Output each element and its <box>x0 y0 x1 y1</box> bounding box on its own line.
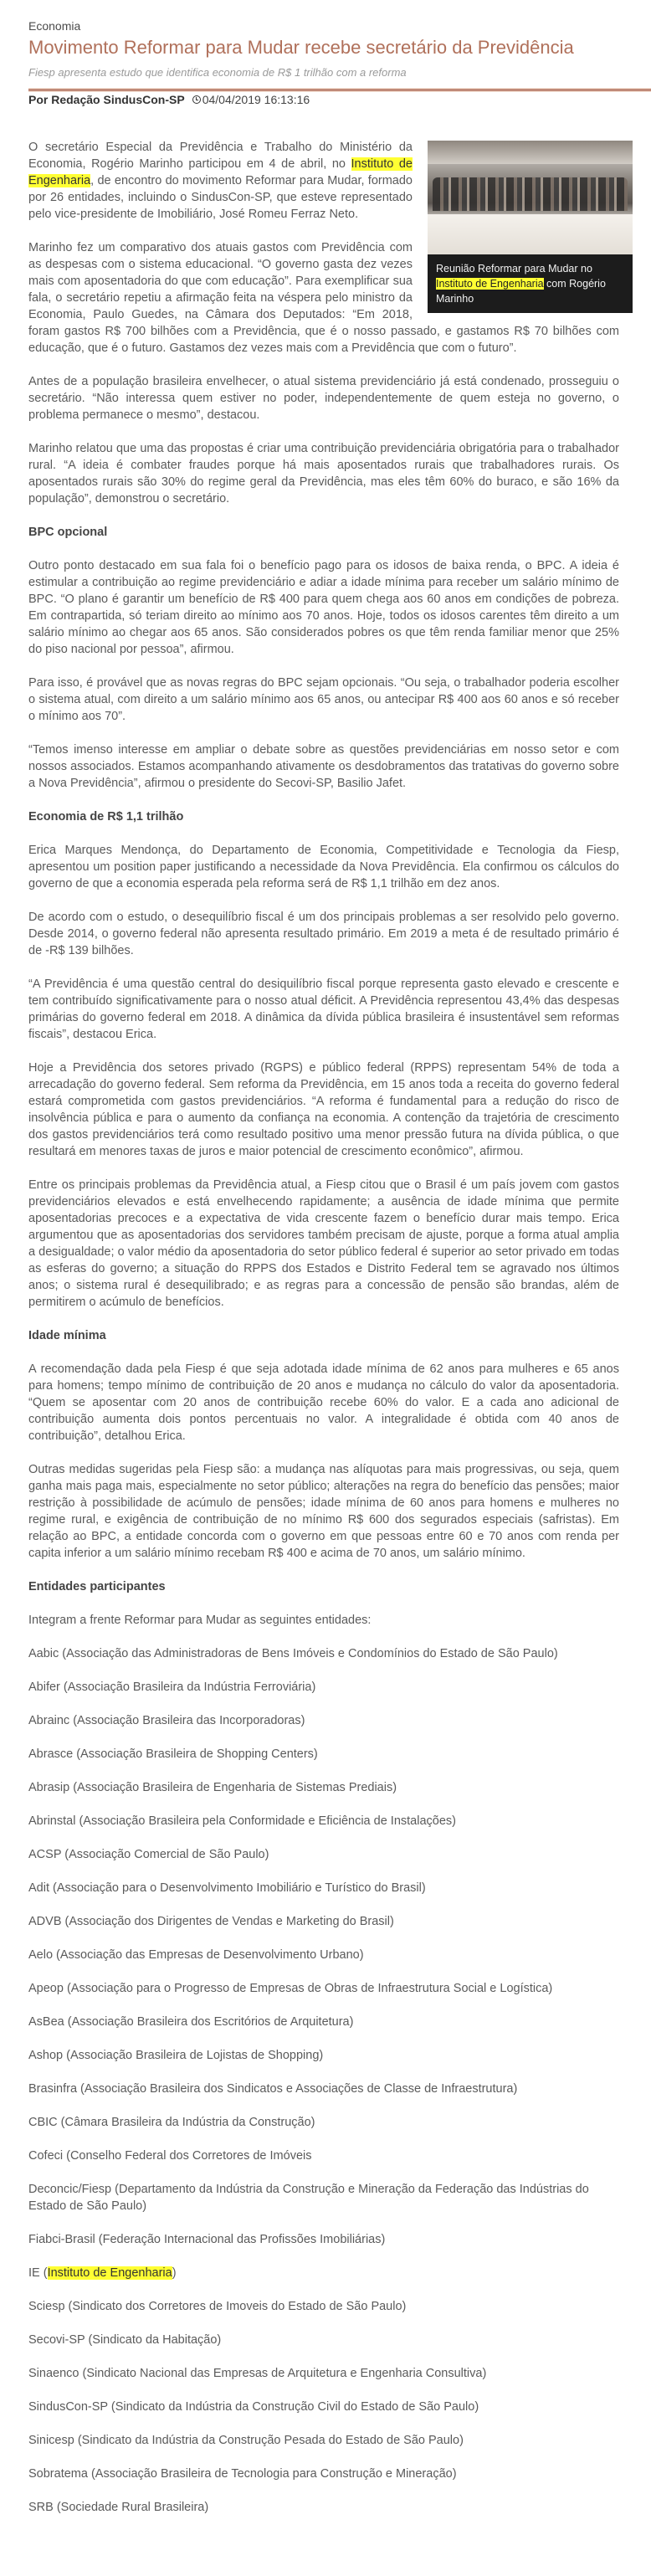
caption-highlight-link[interactable]: Instituto de Engenharia <box>436 278 544 290</box>
caption-text-end: com Rogério Marinho <box>436 278 606 305</box>
entity-item: Sinicesp (Sindicato da Indústria da Construção Pesada do Estado de São Paulo) <box>28 2434 464 2447</box>
article-figure <box>428 141 633 313</box>
section-heading-economia: Economia de R$ 1,1 trilhão <box>28 810 184 824</box>
entity-item: Apeop (Associação para o Progresso de Empresas de Obras de Infraestrutura Social e Logística) <box>28 1982 553 1995</box>
publish-datetime: 04/04/2019 16:13:16 <box>202 93 310 106</box>
paragraph: Para isso, é provável que as novas regras do BPC sejam opcionais. “Ou seja, o trabalhador poderia escolher o sistema atual, com direito a um salário mínimo aos 65 anos, ou antecipar R$ 400 aos 60 anos e só receber o mínimo aos 70”. <box>28 676 619 723</box>
entity-item: Abifer (Associação Brasileira da Indústria Ferroviária) <box>28 1681 316 1694</box>
entity-item: ACSP (Associação Comercial de São Paulo) <box>28 1848 269 1861</box>
entity-item: SRB (Sociedade Rural Brasileira) <box>28 2501 209 2514</box>
paragraph: Erica Marques Mendonça, do Departamento de Economia, Competitividade e Tecnologia da Fiesp, apresentou um position paper justificando a necessidade da Nova Previdência. Ela confirmou os cálculos do governo de que a economia esperada pela reforma será de R$ 1,1 trilhão em dez anos. <box>28 844 619 890</box>
entity-item: Sciesp (Sindicato dos Corretores de Imoveis do Estado de São Paulo) <box>28 2300 407 2313</box>
article-body <box>28 139 619 2516</box>
photo-table <box>428 214 633 254</box>
photo-ceiling <box>428 141 633 164</box>
paragraph-text: , de encontro do movimento Reformar para Mudar, formado por 26 entidades, incluindo o SindusCon-SP, que esteve representado pelo vice-presidente de Imobiliário, José Romeu Ferraz Neto. <box>28 174 413 221</box>
entity-item: Sinaenco (Sindicato Nacional das Empresas de Arquitetura e Engenharia Consultiva) <box>28 2367 487 2380</box>
entity-item: ADVB (Associação dos Dirigentes de Vendas e Marketing do Brasil) <box>28 1915 394 1928</box>
entity-item: AsBea (Associação Brasileira dos Escritórios de Arquitetura) <box>28 2015 354 2029</box>
entity-item: Aabic (Associação das Administradoras de Bens Imóveis e Condomínios do Estado de São Paulo) <box>28 1647 558 1660</box>
caption-text: Reunião Reformar para Mudar no <box>436 263 592 275</box>
entity-item: Brasinfra (Associação Brasileira dos Sindicatos e Associações de Classe de Infraestrutura) <box>28 2082 518 2096</box>
entity-item: CBIC (Câmara Brasileira da Indústria da Construção) <box>28 2116 315 2129</box>
entity-item: Abrasip (Associação Brasileira de Engenharia de Sistemas Prediais) <box>28 1781 397 1794</box>
photo-people <box>433 177 628 211</box>
clock-icon <box>192 95 201 104</box>
paragraph: Hoje a Previdência dos setores privado (RGPS) e público federal (RPPS) representam 54% de toda a arrecadação do governo federal. Sem reforma da Previdência, em 15 anos toda a receita do governo federal estará comprometida com gastos previdenciários. “A reforma é fundamental para a redução do risco de insolvência pública e para o aumento da confiança na economia. A contenção da trajetória de crescimento dos gastos previdenciários terá como resultado positivo uma menor pressão futura na dívida pública, o que resultará em menores taxas de juros e maior potencial de crescimento econômico”, afirmou. <box>28 1061 619 1158</box>
paragraph: Integram a frente Reformar para Mudar as seguintes entidades: <box>28 1614 372 1627</box>
paragraph: “Temos imenso interesse em ampliar o debate sobre as questões previdenciárias em nosso setor e com nossos associados. Estamos acompanhando ativamente os desdobramentos das tratativas do governo sobre a Nova Previdência”, afirmou o presidente do Secovi-SP, Basilio Jafet. <box>28 743 619 790</box>
entity-item: Aelo (Associação das Empresas de Desenvolvimento Urbano) <box>28 1948 364 1962</box>
meeting-photo[interactable] <box>428 141 633 254</box>
entities-list <box>28 1645 619 2516</box>
paragraph: Marinho relatou que uma das propostas é criar uma contribuição previdenciária obrigatória para o trabalhador rural. “A ideia é combater fraudes porque há mais aposentados rurais que trabalhadores rurais. Os aposentados rurais são 30% do regime geral da Previdência, mas eles têm 60% do buraco, e são 16% da população”, demonstrou o secretário. <box>28 442 619 505</box>
highlight-link[interactable]: Instituto de Engenharia <box>28 157 413 187</box>
entity-item: SindusCon-SP (Sindicato da Indústria da Construção Civil do Estado de São Paulo) <box>28 2400 479 2414</box>
paragraph: “A Previdência é uma questão central do desiquilíbrio fiscal porque representa gasto elevado e crescente e tem contribuído significativamente para o nosso atual déficit. A Previdência representou 43,4% das despesas primárias do governo federal em 2018. A dinâmica da dívida pública brasileira é insustentável sem reformas fiscais”, destacou Erica. <box>28 978 619 1041</box>
photo-caption <box>428 254 633 313</box>
paragraph: Outras medidas sugeridas pela Fiesp são: a mudança nas alíquotas para mais progressivas, ou seja, quem ganha mais paga mais, especialmente no setor público; alterações na regra do benefício das pensões; maior restrição à possibilidade de acúmulo de pensões; idade mínima de 60 anos para homens e mulheres no regime rural, e exigência de contribuição de no mínimo R$ 600 dos segurados especiais (safristas). Em relação ao BPC, a entidade concorda com o governo em que pessoas entre 60 e 70 anos com renda per capita inferior a um salário mínimo recebam R$ 400 e acima de 70 anos, um salário mínimo. <box>28 1463 619 1560</box>
entity-item: Abrainc (Associação Brasileira das Incorporadoras) <box>28 1714 305 1727</box>
entity-item-ie <box>28 2265 619 2281</box>
section-heading-entidades: Entidades participantes <box>28 1580 166 1593</box>
category-label[interactable]: Economia <box>28 19 81 33</box>
paragraph-text: O secretário Especial da Previdência e Trabalho do Ministério da Economia, Rogério Marinho participou em 4 de abril, no <box>28 141 413 171</box>
entity-item: Abrinstal (Associação Brasileira pela Conformidade e Eficiência de Instalações) <box>28 1814 456 1828</box>
header-divider <box>28 89 651 91</box>
entity-item: Cofeci (Conselho Federal dos Corretores de Imóveis <box>28 2149 312 2163</box>
entity-item: Abrasce (Associação Brasileira de Shopping Centers) <box>28 1747 318 1761</box>
entity-text: ) <box>172 2266 177 2280</box>
entity-highlight-link[interactable]: Instituto de Engenharia <box>47 2266 172 2280</box>
author-name: Por Redação SindusCon-SP <box>28 93 185 106</box>
paragraph: De acordo com o estudo, o desequilíbrio fiscal é um dos principais problemas a ser resolvido pelo governo. Desde 2014, o governo federal não apresenta resultado primário. Em 2019 a meta é de resultado primário é de -R$ 139 bilhões. <box>28 911 619 957</box>
paragraph: Marinho fez um comparativo dos atuais gastos com Previdência com as despesas com o sistema educacional. “O governo gasta dez vezes mais com aposentadoria do que com educação”. Para exemplificar sua fala, o secretário repetiu a afirmação feita na véspera pelo ministro da Economia, Paulo Guedes, na Câmara dos Deputados: “Em 2018, foram gastos R$ 700 bilhões com a Previdência, que é o nosso passado, e gastamos R$ 70 bilhões com educação, que é o futuro. Gastamos dez vezes mais com a Previdência que com o futuro”. <box>28 241 619 355</box>
entity-item: Deconcic/Fiesp (Departamento da Indústria da Construção e Mineração da Federação das Indústrias do Estado de São Paulo) <box>28 2183 589 2213</box>
entity-item: Ashop (Associação Brasileira de Lojistas de Shopping) <box>28 2049 324 2062</box>
paragraph: Outro ponto destacado em sua fala foi o benefício pago para os idosos de baixa renda, o BPC. A ideia é estimular a contribuição ao regime previdenciário e adiar a idade mínima para receber um salário mínimo de BPC. “O plano é garantir um benefício de R$ 400 para quem chega aos 60 anos em condições de pobreza. Em contrapartida, só teriam direito ao mínimo aos 70 anos. Hoje, todos os idosos carentes têm direito a um salário mínimo ao chegar aos 65 anos. São considerados pobres os que têm renda familiar menor que 25% do piso nacional por pessoa”, afirmou. <box>28 559 619 656</box>
paragraph: Antes de a população brasileira envelhecer, o atual sistema previdenciário já está condenado, prosseguiu o secretário. “Não interessa quem estiver no poder, independentemente de quem esteja no governo, o problema permanece o mesmo”, destacou. <box>28 375 619 422</box>
paragraph: A recomendação dada pela Fiesp é que seja adotada idade mínima de 62 anos para mulheres e 65 anos para homens; tempo mínimo de contribuição de 20 anos e mudança no cálculo do valor da aposentadoria. “Quem se aposentar com 20 anos de contribuição recebe 60% do valor. E a cada ano adicional de contribuição aumenta dois pontos percentuais no valor. A integralidade é obtida com 40 anos de contribuição”, detalhou Erica. <box>28 1362 619 1443</box>
page-title: Movimento Reformar para Mudar recebe secretário da Previdência <box>28 37 574 58</box>
article-subtitle: Fiesp apresenta estudo que identifica economia de R$ 1 trilhão com a reforma <box>28 66 407 79</box>
entity-item: Sobratema (Associação Brasileira de Tecnologia para Construção e Mineração) <box>28 2467 457 2481</box>
paragraph: Entre os principais problemas da Previdência atual, a Fiesp citou que o Brasil é um país jovem com gastos previdenciários elevados e está envelhecendo rapidamente; a ausência de idade mínima que permite aposentadorias precoces e a expectativa de vida crescente fazem o benefício durar mais tempo. Erica argumentou que as aposentadorias dos servidores também precisam de ajuste, porque a forma atual amplia a desigualdade; o valor médio da aposentadoria do setor público federal é superior ao setor privado em todas as esferas do governo; a situação do RPPS dos Estados e Distrito Federal tem se agravado nos últimos anos; o sistema rural é desequilibrado; e as regras para a concessão de pensão são brandas, além de permitirem o acúmulo de benefícios. <box>28 1178 619 1309</box>
section-heading-idade: Idade mínima <box>28 1329 106 1342</box>
section-heading-bpc: BPC opcional <box>28 526 108 539</box>
entity-text: IE ( <box>28 2266 48 2280</box>
byline <box>28 92 619 107</box>
entity-item: Secovi-SP (Sindicato da Habitação) <box>28 2333 222 2347</box>
entity-item: Adit (Associação para o Desenvolvimento Imobiliário e Turístico do Brasil) <box>28 1881 426 1895</box>
entity-item: Fiabci-Brasil (Federação Internacional das Profissões Imobiliárias) <box>28 2233 386 2246</box>
